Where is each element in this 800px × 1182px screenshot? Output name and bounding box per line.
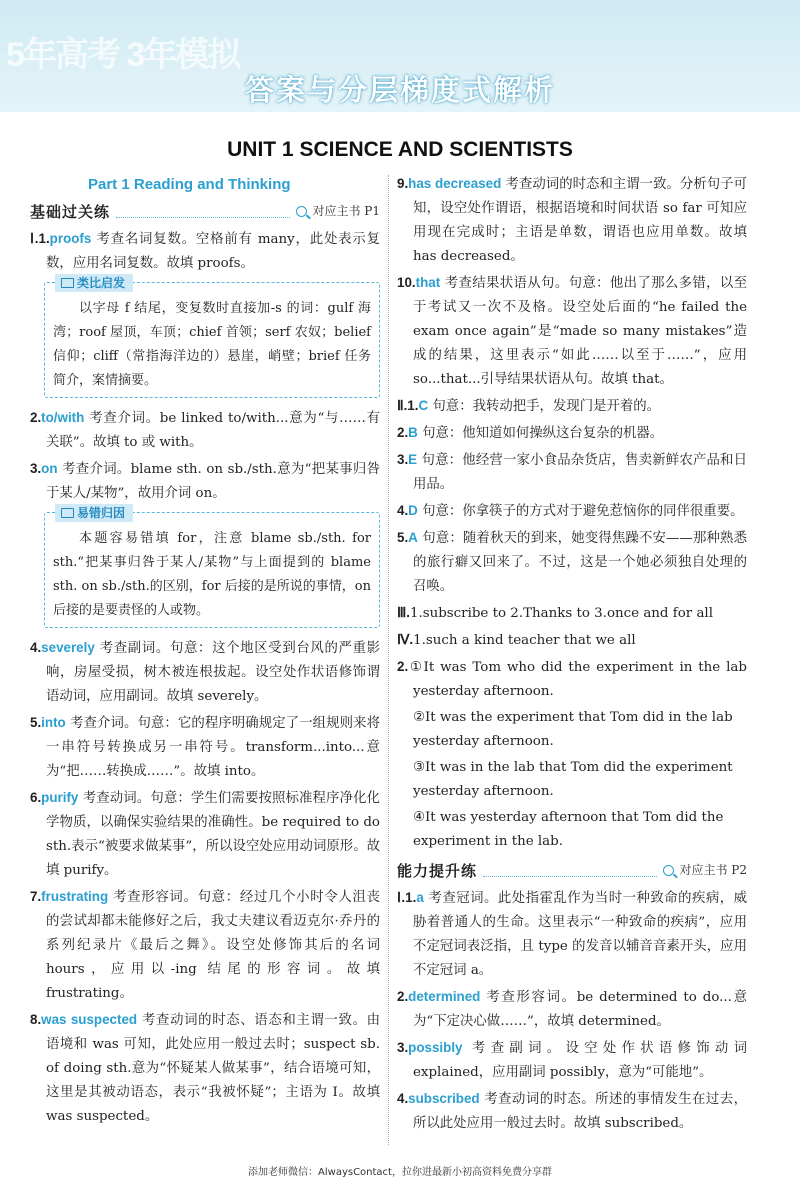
answer-text: C xyxy=(418,398,429,413)
explanation-text: 句意：你拿筷子的方式对于避免惹恼你的同伴很重要。 xyxy=(417,504,744,519)
answer-text: a xyxy=(416,890,424,905)
item-number: 4. xyxy=(397,1091,409,1106)
answer-text: to/with xyxy=(41,410,85,425)
answer-item xyxy=(397,1036,747,1085)
answer-item xyxy=(397,1087,747,1136)
answer-item xyxy=(397,806,747,854)
explanation-text: 句意：我转动把手，发现门是开着的。 xyxy=(428,399,661,414)
leader-dots xyxy=(116,205,290,218)
explanation-text: 考查冠词。此处指霍乱作为当时一种致命的疾病，威胁着普通人的生命。这里表示“一种致命的疾病”，应用不定冠词表泛指，且 type 的发音以辅音音素开头，应用不定冠词 a。 xyxy=(413,891,747,978)
answer-item xyxy=(30,636,380,709)
answer-item xyxy=(30,227,380,276)
explanation-text: 句意：他经营一家小食品杂货店，售卖新鲜农产品和日用品。 xyxy=(413,453,747,492)
answer-item xyxy=(397,394,747,419)
answer-text: E xyxy=(408,452,418,467)
item-number: 3. xyxy=(30,461,42,476)
explanation-text: 句意：随着秋天的到来，她变得焦躁不安——那种熟悉的旅行癖又回来了。不过，这是一个她必须独自处理的召唤。 xyxy=(413,531,747,594)
answer-item xyxy=(397,271,747,392)
part-title: Part 1 Reading and Thinking xyxy=(88,176,291,193)
answer-text: purify xyxy=(41,790,79,805)
footer-note: 添加老师微信：AlwaysContact，拉你进最新小初高资料免费分享群 xyxy=(248,1167,552,1178)
explanation-text: 考查介词。be linked to/with...意为“与……有关联”。故填 to 或 with。 xyxy=(46,411,380,450)
explanation-text: ①It was Tom who did the experiment in the lab yesterday afternoon. xyxy=(408,660,747,699)
answer-item xyxy=(397,628,747,653)
tip-box xyxy=(44,506,380,628)
answer-item xyxy=(30,1008,380,1129)
explanation-text: 1.such a kind teacher that we all xyxy=(413,633,636,648)
answer-item xyxy=(397,655,747,704)
answer-item xyxy=(30,711,380,784)
answer-item xyxy=(397,421,747,446)
explanation-text: 考查介词。blame sth. on sb./sth.意为“把某事归咎于某人/某物”，故用介词 on。 xyxy=(46,462,380,501)
answer-list-right xyxy=(397,172,747,854)
answer-item xyxy=(397,601,747,626)
answer-text: proofs xyxy=(49,231,92,246)
answer-item xyxy=(397,985,747,1034)
item-number: Ⅲ. xyxy=(397,605,410,620)
header-banner xyxy=(0,0,800,112)
explanation-text: 考查形容词。句意：经过几个小时令人沮丧的尝试却都未能修好之后，我丈夫建议看迈克尔·乔丹的系列纪录片《最后之舞》。设空处修饰其后的名词 hours，应用以-ing 结尾的形容词。故填 frustrating。 xyxy=(46,890,380,1001)
item-number: 4. xyxy=(30,640,42,655)
explanation-text: 考查副词。设空处作状语修饰动词 explained，应用副词 possibly，意为“可能地”。 xyxy=(413,1041,747,1080)
left-column xyxy=(30,172,380,1131)
tip-tag: 类比启发 xyxy=(55,274,133,292)
item-number: Ⅰ.1. xyxy=(397,890,417,905)
answer-text: into xyxy=(41,715,66,730)
tip-box xyxy=(44,276,380,398)
item-number: Ⅳ. xyxy=(397,632,414,647)
unit-title: UNIT 1 SCIENCE AND SCIENTISTS xyxy=(227,138,573,161)
item-number: 6. xyxy=(30,790,42,805)
explanation-text: 考查介词。句意：它的程序明确规定了一组规则来将一串符号转换成另一串符号。transform...into...意为“把……转换成……”。故填 into。 xyxy=(46,716,380,779)
section-ref: 对应主书 P1 xyxy=(296,199,380,223)
explanation-text: 考查动词的时态、语态和主谓一致。由语境和 was 可知，此处应用一般过去时；suspect sb. of doing sth.意为“怀疑某人做某事”，结合语境可知，这里是其被动语态，表示“我被怀疑”；主语为 I。故填 was suspected。 xyxy=(46,1013,380,1124)
item-number: 4. xyxy=(397,503,409,518)
tip-text: 本题容易错填 for，注意 blame sb./sth. for sth.“把某事归咎于某人/某物”与上面提到的 blame sth. on sb./sth.的区别，for 后接的是所说的事情，on 后接的是要责怪的人或物。 xyxy=(53,531,371,618)
explanation-text: 考查动词。句意：学生们需要按照标准程序净化化学物质，以确保实验结果的准确性。be required to do sth.表示“被要求做某事”，所以设空处应用动词原形。故填 purify。 xyxy=(46,791,380,878)
page-title: 答案与分层梯度式解析 xyxy=(244,73,555,107)
item-number: 5. xyxy=(30,715,42,730)
answer-text: D xyxy=(408,503,418,518)
answer-text: on xyxy=(41,461,58,476)
explanation-text: 考查结果状语从句。句意：他出了那么多错，以至于考试又一次不及格。设空处后面的“he failed the exam once again”是“made so many mistakes”造成的结果，这里表示“如此……以至于……”，应用 so...that...引导结果状语从句。故填 that。 xyxy=(413,276,747,387)
section-name: 能力提升练 xyxy=(397,861,478,880)
search-icon xyxy=(296,206,307,217)
answer-text: possibly xyxy=(408,1040,463,1055)
item-number: Ⅱ.1. xyxy=(397,398,419,413)
item-number: 9. xyxy=(397,176,409,191)
answer-item xyxy=(397,172,747,269)
leader-dots xyxy=(483,864,657,877)
item-number: 3. xyxy=(397,1040,409,1055)
item-number: 3. xyxy=(397,452,409,467)
explanation-text: 考查形容词。be determined to do...意为“下定决心做……”，故填 determined。 xyxy=(413,990,747,1029)
explanation-text: 考查动词的时态。所述的事情发生在过去，所以此处应用一般过去时。故填 subscribed。 xyxy=(413,1092,747,1131)
answer-item xyxy=(30,786,380,883)
answer-item xyxy=(397,448,747,497)
brand-watermark: 5年高考 3年模拟 xyxy=(6,36,240,74)
answer-item xyxy=(30,885,380,1006)
search-icon xyxy=(663,865,674,876)
answer-text: severely xyxy=(41,640,95,655)
item-number: 5. xyxy=(397,530,409,545)
explanation-text: ③It was in the lab that Tom did the experiment yesterday afternoon. xyxy=(413,760,733,799)
column-divider xyxy=(388,175,389,1145)
item-number: 10. xyxy=(397,275,416,290)
item-number: 2. xyxy=(397,659,409,674)
answer-item xyxy=(397,526,747,599)
answer-item xyxy=(397,499,747,524)
answer-text: frustrating xyxy=(41,889,109,904)
answer-item xyxy=(30,406,380,455)
explanation-text: ②It was the experiment that Tom did in the lab yesterday afternoon. xyxy=(413,710,733,749)
item-number: 8. xyxy=(30,1012,42,1027)
item-number: 2. xyxy=(30,410,42,425)
item-number: 2. xyxy=(397,989,409,1004)
right-column xyxy=(397,172,747,1138)
answer-text: was suspected xyxy=(41,1012,138,1027)
answer-item xyxy=(397,706,747,754)
tip-tag: 易错归因 xyxy=(55,504,133,522)
section-ref: 对应主书 P2 xyxy=(663,858,747,882)
explanation-text: 考查副词。句意：这个地区受到台风的严重影响，房屋受损，树木被连根拔起。设空处作状语修饰谓语动词，应用副词。故填 severely。 xyxy=(46,641,380,704)
answer-list-left xyxy=(30,227,380,1129)
answer-item xyxy=(397,886,747,983)
answer-list-advanced xyxy=(397,886,747,1136)
answer-text: has decreased xyxy=(408,176,502,191)
answer-text: subscribed xyxy=(408,1091,480,1106)
answer-text: that xyxy=(415,275,441,290)
answer-text: A xyxy=(408,530,418,545)
item-number: Ⅰ.1. xyxy=(30,231,50,246)
answer-item xyxy=(397,756,747,804)
section-header-advanced xyxy=(397,858,747,882)
item-number: 2. xyxy=(397,425,409,440)
tip-text: 以字母 f 结尾，变复数时直接加-s 的词：gulf 海湾；roof 屋顶，车顶；chief 首领；serf 农奴；belief 信仰；cliff（常指海洋边的）悬崖，峭壁；brief 任务简介，案情摘要。 xyxy=(53,301,371,388)
explanation-text: 1.subscribe to 2.Thanks to 3.once and for all xyxy=(409,606,713,621)
answer-text: B xyxy=(408,425,418,440)
section-header-basic xyxy=(30,199,380,223)
explanation-text: 考查动词的时态和主谓一致。分析句子可知，设空处作谓语，根据语境和时间状语 so far 可知应用现在完成时；主语是单数，谓语也应用单数。故填 has decreased。 xyxy=(413,177,747,264)
explanation-text: 句意：他知道如何操纵这台复杂的机器。 xyxy=(417,426,664,441)
explanation-text: ④It was yesterday afternoon that Tom did the experiment in the lab. xyxy=(413,810,724,849)
explanation-text: 考查名词复数。空格前有 many，此处表示复数，应用名词复数。故填 proofs。 xyxy=(46,232,380,271)
answer-text: determined xyxy=(408,989,481,1004)
item-number: 7. xyxy=(30,889,42,904)
answer-item xyxy=(30,457,380,506)
section-name: 基础过关练 xyxy=(30,202,111,221)
